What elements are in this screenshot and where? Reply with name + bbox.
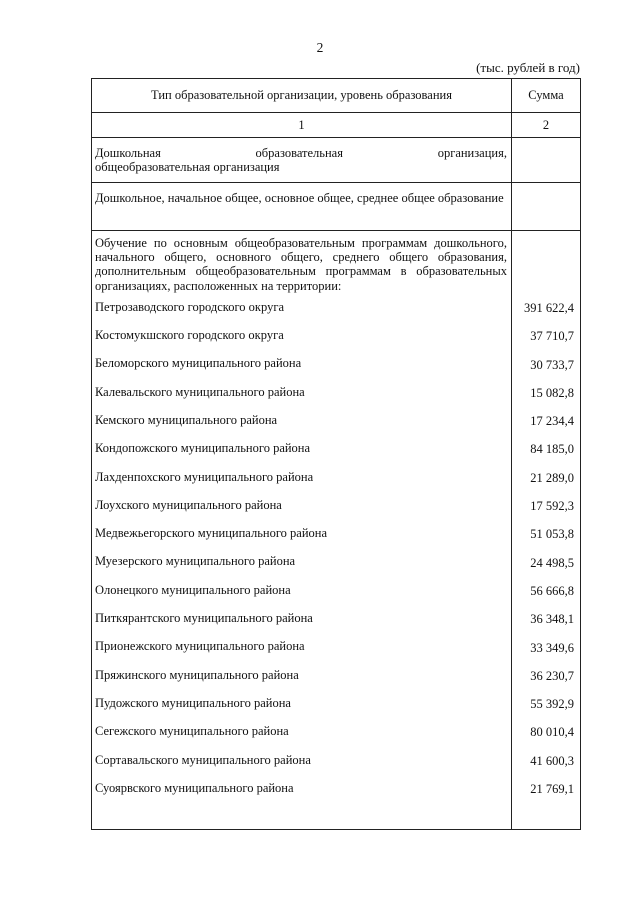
territory-sum: 391 622,4 (524, 301, 574, 315)
territory-sum: 55 392,9 (530, 697, 574, 712)
territory-name: Кондопожского муниципального района (95, 441, 311, 456)
territory-name: Петрозаводского городского округа (95, 299, 284, 314)
territory-intro: Обучение по основным общеобразовательным программам дошкольного, начального общего, основного общего, среднего общего образования, дополнительным общеобразовательным программам в образовательных организациях, расположенных на территории: (95, 236, 507, 293)
territory-sum: 17 234,4 (530, 414, 574, 429)
section-level-row (92, 183, 581, 231)
funding-table (91, 78, 581, 830)
territory-sum: 30 733,7 (530, 357, 574, 372)
column-number-1: 1 (92, 113, 512, 138)
section-org-type-sum (512, 138, 581, 183)
territory-name: Беломорского муниципального района (95, 356, 302, 371)
column-number-2: 2 (512, 113, 581, 138)
column-number-row (92, 113, 581, 138)
territory-sum: 15 082,8 (530, 385, 574, 400)
territory-sum: 36 230,7 (530, 668, 574, 683)
unit-note: (тыс. рублей в год) (476, 60, 580, 75)
territory-sum: 41 600,3 (530, 753, 574, 768)
territory-name: Кемского муниципального района (95, 413, 278, 427)
section-org-type (92, 138, 511, 178)
territory-sum: 21 769,1 (530, 782, 574, 797)
territory-name: Калевальского муниципального района (95, 384, 305, 399)
territory-sum: 17 592,3 (530, 499, 574, 514)
territory-name: Пудожского муниципального района (95, 695, 291, 710)
section-org-type-line2: общеобразовательная организация (95, 160, 280, 174)
header-sum: Сумма (512, 79, 581, 113)
page-number: 2 (316, 40, 324, 55)
territory-name: Питкярантского муниципального района (95, 611, 313, 626)
section-education-level: Дошкольное, начальное общее, основное общее, среднее общее образование (95, 191, 504, 205)
territory-sum: 37 710,7 (530, 329, 574, 344)
territory-name: Олонецкого муниципального района (95, 582, 291, 597)
territory-name: Костомукшского городского округа (95, 328, 284, 343)
section-org-type-row (92, 138, 581, 183)
territory-name: Сегежского муниципального района (95, 724, 289, 739)
section-org-type-line1: Дошкольная образовательная организация, (95, 146, 507, 160)
territory-sum: 21 289,0 (530, 470, 574, 485)
territory-values (512, 231, 580, 803)
header-type: Тип образовательной организации, уровень образования (92, 79, 512, 113)
territory-name: Лахденпохского муниципального района (95, 469, 314, 484)
territory-name: Сортавальского муниципального района (95, 752, 311, 767)
header-row (92, 79, 581, 113)
territory-name: Прионежского муниципального района (95, 639, 305, 654)
territory-sum: 36 348,1 (530, 612, 574, 627)
territory-sum: 84 185,0 (530, 442, 574, 457)
section-level-sum (512, 183, 581, 231)
territory-sum: 56 666,8 (530, 583, 574, 598)
territory-name: Суоярвского муниципального района (95, 780, 294, 795)
territory-names (92, 293, 511, 802)
territory-sum: 24 498,5 (530, 555, 574, 570)
territory-block-row (92, 231, 581, 830)
territory-name: Муезерского муниципального района (95, 554, 296, 569)
territory-name: Лоухского муниципального района (95, 497, 282, 512)
territory-name: Пряжинского муниципального района (95, 667, 299, 682)
territory-sum: 51 053,8 (530, 527, 574, 542)
territory-sum: 33 349,6 (530, 640, 574, 655)
territory-name: Медвежьегорского муниципального района (95, 526, 328, 541)
territory-sum: 80 010,4 (530, 725, 574, 740)
